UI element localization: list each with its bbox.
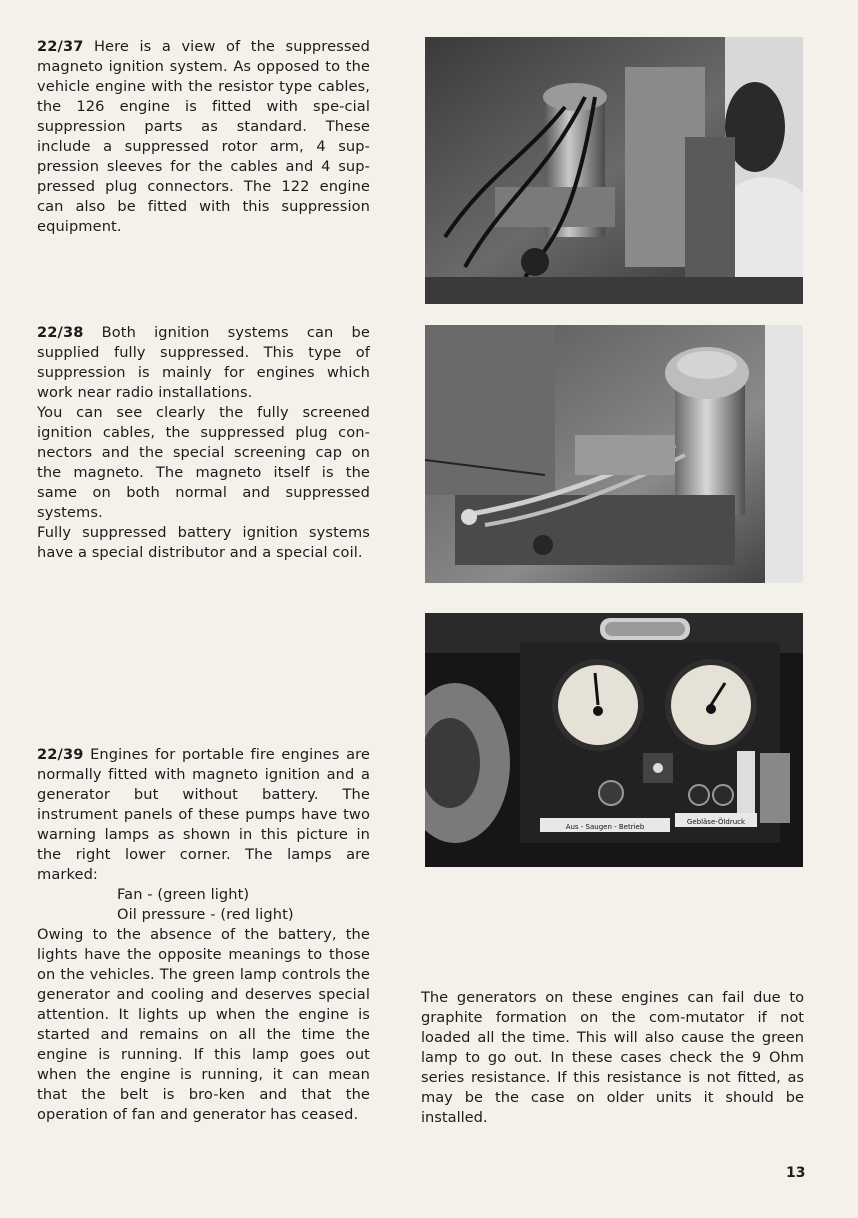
section-text: Here is a view of the suppressed magneto ignition system. As opposed to the vehicle engine with the resistor type cables, the 126 engine is fitted with spe-cial suppression parts as standard. These include a suppressed rotor arm, 4 sup-pression sleeves for the cables and 4 sup-pressed plug connectors. The 122 engine can also be fitted with this suppression equipment. [37,38,370,235]
photo-suppressed-magneto [425,37,803,304]
section-text: You can see clearly the fully screened ignition cables, the suppressed plug con-nectors and the special screening cap on the magneto. The magneto itself is the same on both normal and suppressed systems. [37,404,370,521]
section-text: Fully suppressed battery ignition systems have a special distributor and a special coil. [37,524,370,561]
section-ref: 22/37 [37,38,84,55]
section-22-37 [37,37,370,237]
section-22-39 [37,745,370,1125]
page-number: 13 [786,1165,806,1181]
magneto-photo-image [425,37,803,304]
photo-instrument-panel [425,613,803,867]
section-22-39-continued [421,988,804,1128]
lamp-oil-label: Oil pressure - (red light) [117,906,294,923]
section-text: Both ignition systems can be supplied fully suppressed. This type of suppression is mainly for engines which work near radio installations. [37,324,370,401]
section-22-38 [37,323,370,563]
section-text: Engines for portable fire engines are normally fitted with magneto ignition and a generator but without battery. The instrument panels of these pumps have two warning lamps as shown in this picture in the right lower corner. The lamps are marked: [37,746,370,883]
section-text: Owing to the absence of the battery, the lights have the opposite meanings to those on the vehicles. The green lamp controls the generator and cooling and deserves special attention. It lights up when the engine is started and remains on all the time the engine is running. If this lamp goes out when the engine is running, it can mean that the belt is bro-ken and that the operation of fan and generator has ceased. [37,926,370,1123]
photo-screened-cables [425,325,803,583]
panel-label-right: Gebläse-Öldruck [686,818,746,826]
section-ref: 22/39 [37,746,84,763]
instrument-panel-image [425,613,803,867]
cables-photo-image [425,325,803,583]
lamp-fan-label: Fan - (green light) [117,886,250,903]
section-text: The generators on these engines can fail due to graphite formation on the com-mutator if not loaded all the time. This will also cause the green lamp to go out. In these cases check the 9 Ohm series resistance. If this resistance is not fitted, as may be the case on older units it should be installed. [421,989,804,1126]
panel-label-left: Aus - Saugen - Betrieb [565,823,645,831]
section-ref: 22/38 [37,324,84,341]
